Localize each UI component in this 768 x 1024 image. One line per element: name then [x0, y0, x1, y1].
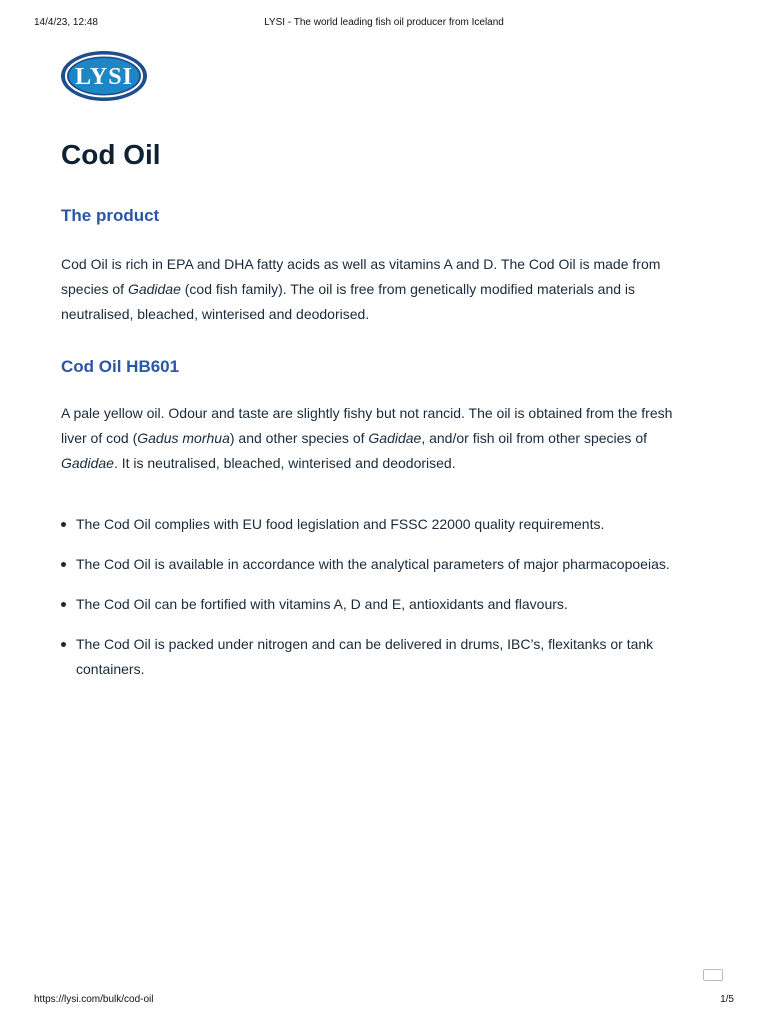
lysi-logo-icon	[60, 50, 148, 102]
page-title: Cod Oil	[61, 139, 161, 170]
italic-species: Gadus morhua	[137, 430, 230, 446]
list-item	[61, 632, 701, 682]
print-page-number: 1/5	[720, 994, 734, 1005]
text-run: . It is neutralised, bleached, winterised and deodorised.	[113, 455, 456, 471]
italic-species: Gadidae	[127, 281, 181, 297]
print-datetime: 14/4/23, 12:48	[34, 17, 98, 28]
product-description	[61, 252, 701, 327]
scroll-to-top-button[interactable]	[703, 969, 723, 981]
print-url: https://lysi.com/bulk/cod-oil	[34, 994, 154, 1005]
italic-species: Gadidae	[61, 455, 114, 471]
text-run: Cod Oil is rich in EPA and DHA fatty acids as well as vitamins A and D. The Cod Oil is made from species of	[61, 256, 661, 297]
section-heading-hb601: Cod Oil HB601	[61, 357, 180, 376]
text-run: A pale yellow oil. Odour and taste are slightly fishy but not rancid. The oil is obtained from the fresh liver of cod (	[61, 405, 673, 446]
list-item-text: The Cod Oil is available in accordance with the analytical parameters of major pharmacopoeias.	[76, 556, 670, 572]
text-run: , and/or fish oil from other species of	[421, 430, 647, 446]
section-heading-product: The product	[61, 206, 160, 225]
bullet-icon	[61, 642, 66, 647]
print-page-title: LYSI - The world leading fish oil producer from Iceland	[264, 17, 504, 28]
logo-text: LYSI	[75, 64, 133, 90]
lysi-logo[interactable]	[60, 50, 148, 102]
text-run: (cod fish family). The oil is free from genetically modified materials and is neutralised, bleached, winterised and deodorised.	[61, 281, 636, 322]
list-item	[61, 592, 701, 617]
list-item-text: The Cod Oil can be fortified with vitamins A, D and E, antioxidants and flavours.	[76, 596, 568, 612]
bullet-icon	[61, 522, 66, 527]
italic-species: Gadidae	[368, 430, 422, 446]
list-item	[61, 552, 701, 577]
hb601-description	[61, 401, 701, 476]
bullet-icon	[61, 602, 66, 607]
list-item-text: The Cod Oil complies with EU food legislation and FSSC 22000 quality requirements.	[76, 516, 605, 532]
list-item	[61, 512, 701, 537]
text-run: ) and other species of	[229, 430, 369, 446]
features-list	[61, 512, 701, 697]
list-item-text: The Cod Oil is packed under nitrogen and can be delivered in drums, IBC’s, flexitanks or tank containers.	[76, 636, 654, 677]
bullet-icon	[61, 562, 66, 567]
